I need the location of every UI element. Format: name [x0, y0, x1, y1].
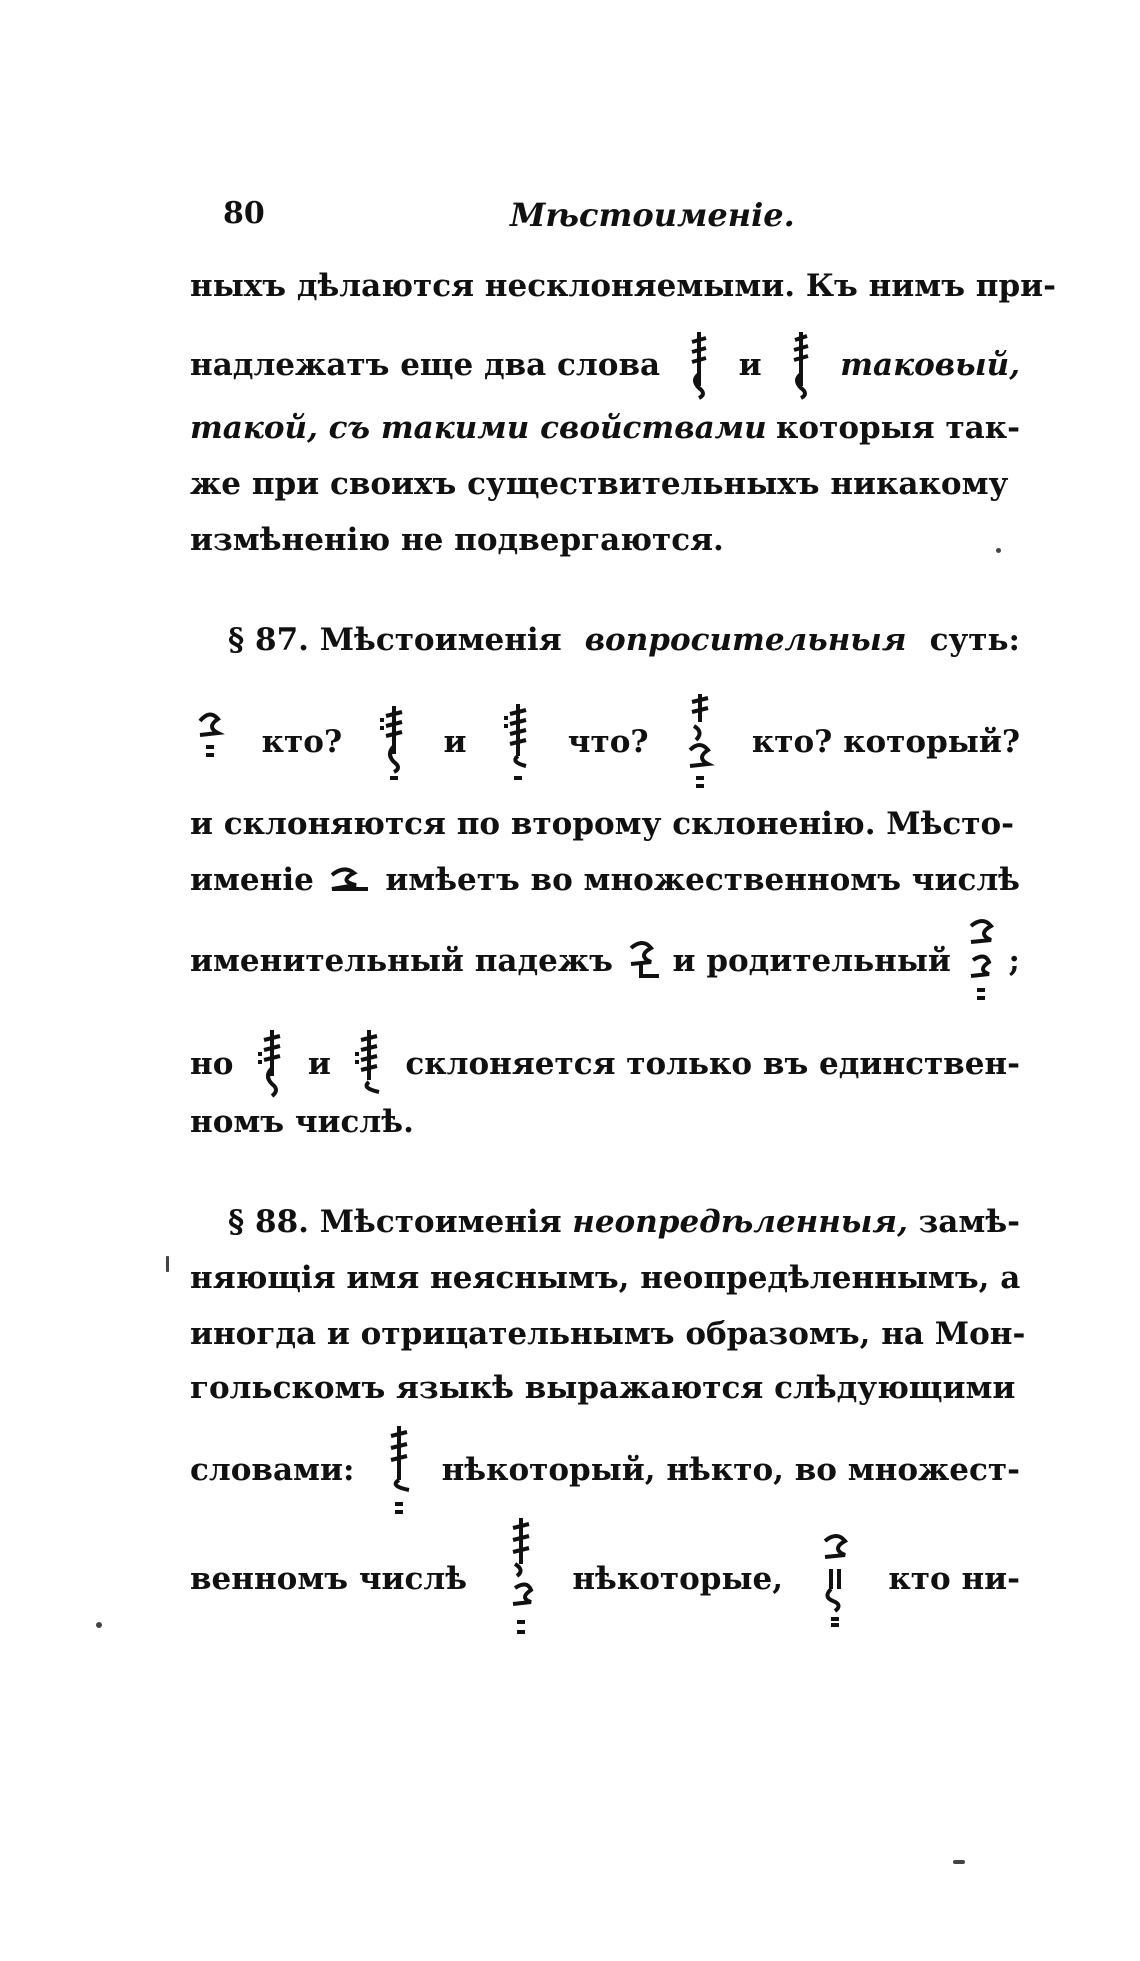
text-line — [190, 1260, 1020, 1296]
text-span: измѣненію не подвергаются. — [190, 522, 724, 558]
text-line — [190, 268, 1057, 304]
scan-speck — [996, 548, 1001, 553]
text-line — [190, 862, 1020, 898]
running-head: Мѣстоименіе. — [510, 196, 795, 234]
text-span: склоняется только въ единствен- — [405, 1046, 1020, 1082]
mongolian-glyph — [789, 330, 813, 400]
text-span: которыя так- — [776, 410, 1020, 446]
text-span: вопросительныя — [584, 622, 907, 658]
page-header — [215, 196, 1015, 240]
text-span: кто ни- — [888, 1561, 1020, 1597]
mongolian-glyph — [328, 865, 372, 895]
text-span: замѣ- — [918, 1204, 1020, 1240]
mongolian-glyph — [625, 938, 661, 984]
text-line — [190, 1316, 1026, 1352]
text-span: таковый, — [840, 347, 1020, 383]
scan-speck — [953, 1860, 965, 1864]
text-span: нѣкоторые, — [572, 1561, 784, 1597]
mongolian-glyph — [256, 1026, 286, 1102]
mongolian-glyph — [353, 1026, 383, 1102]
mongolian-glyph — [383, 1422, 413, 1518]
text-span: няющія имя неяснымъ, неопредѣленнымъ, а — [190, 1260, 1021, 1296]
text-line — [190, 330, 1020, 400]
text-span: нѣкоторый, нѣкто, во множест- — [441, 1452, 1020, 1488]
text-span: такой, съ такими свойствами — [190, 410, 767, 446]
text-line — [190, 806, 1020, 842]
scan-speck — [166, 1256, 169, 1272]
text-span: гольскомъ языкѣ выражаются слѣдующими — [190, 1370, 1016, 1406]
text-span: надлежатъ еще два слова — [190, 347, 661, 383]
section-heading: § 87. Мѣстоименія — [228, 622, 562, 658]
text-span: ныхъ дѣлаются несклоняемыми. Къ нимъ при- — [190, 268, 1057, 304]
text-line — [190, 1420, 1020, 1520]
text-line — [190, 410, 1020, 446]
text-span: словами: — [190, 1452, 355, 1488]
mongolian-glyph — [196, 707, 226, 777]
mongolian-glyph — [819, 1531, 853, 1627]
text-span: суть: — [929, 622, 1020, 658]
text-span: венномъ числѣ — [190, 1561, 468, 1597]
text-line — [190, 622, 1020, 658]
text-span: и — [738, 347, 762, 383]
section-heading: § 88. Мѣстоименія — [228, 1204, 562, 1240]
text-span: ; — [1008, 943, 1020, 979]
text-line — [190, 522, 1020, 558]
text-line — [190, 1204, 1020, 1240]
mongolian-glyph — [503, 1514, 537, 1644]
mongolian-glyph — [502, 700, 532, 784]
text-span: имѣетъ во множественномъ числѣ — [385, 862, 1020, 898]
text-span: же при своихъ существительныхъ никакому — [190, 466, 1009, 502]
text-line — [190, 466, 1020, 502]
text-span: и родительный — [672, 943, 951, 979]
text-span: кто? который? — [751, 724, 1020, 760]
text-span: что? — [567, 724, 649, 760]
text-span: кто? — [261, 724, 343, 760]
text-span: номъ числѣ. — [190, 1104, 414, 1140]
text-line — [190, 692, 1020, 792]
text-span: именіе — [190, 862, 314, 898]
text-span: и — [443, 724, 467, 760]
text-span: неопредѣленныя, — [572, 1204, 908, 1240]
text-line — [190, 1514, 1020, 1644]
page-number: 80 — [223, 196, 265, 231]
text-span: иногда и отрицательнымъ образомъ, на Мон- — [190, 1316, 1026, 1352]
text-line — [190, 1024, 1020, 1104]
text-line — [190, 1370, 1020, 1406]
mongolian-glyph — [378, 702, 408, 782]
mongolian-glyph — [687, 330, 711, 400]
text-span: но — [190, 1046, 234, 1082]
mongolian-glyph — [684, 692, 716, 792]
text-span: и склоняются по второму склоненію. Мѣсто- — [190, 806, 1015, 842]
text-line — [190, 1104, 1020, 1140]
mongolian-glyph — [963, 916, 997, 1006]
text-span: и — [307, 1046, 331, 1082]
text-span: именительный падежъ — [190, 943, 613, 979]
text-line — [190, 916, 1020, 1006]
scan-speck — [96, 1622, 102, 1628]
